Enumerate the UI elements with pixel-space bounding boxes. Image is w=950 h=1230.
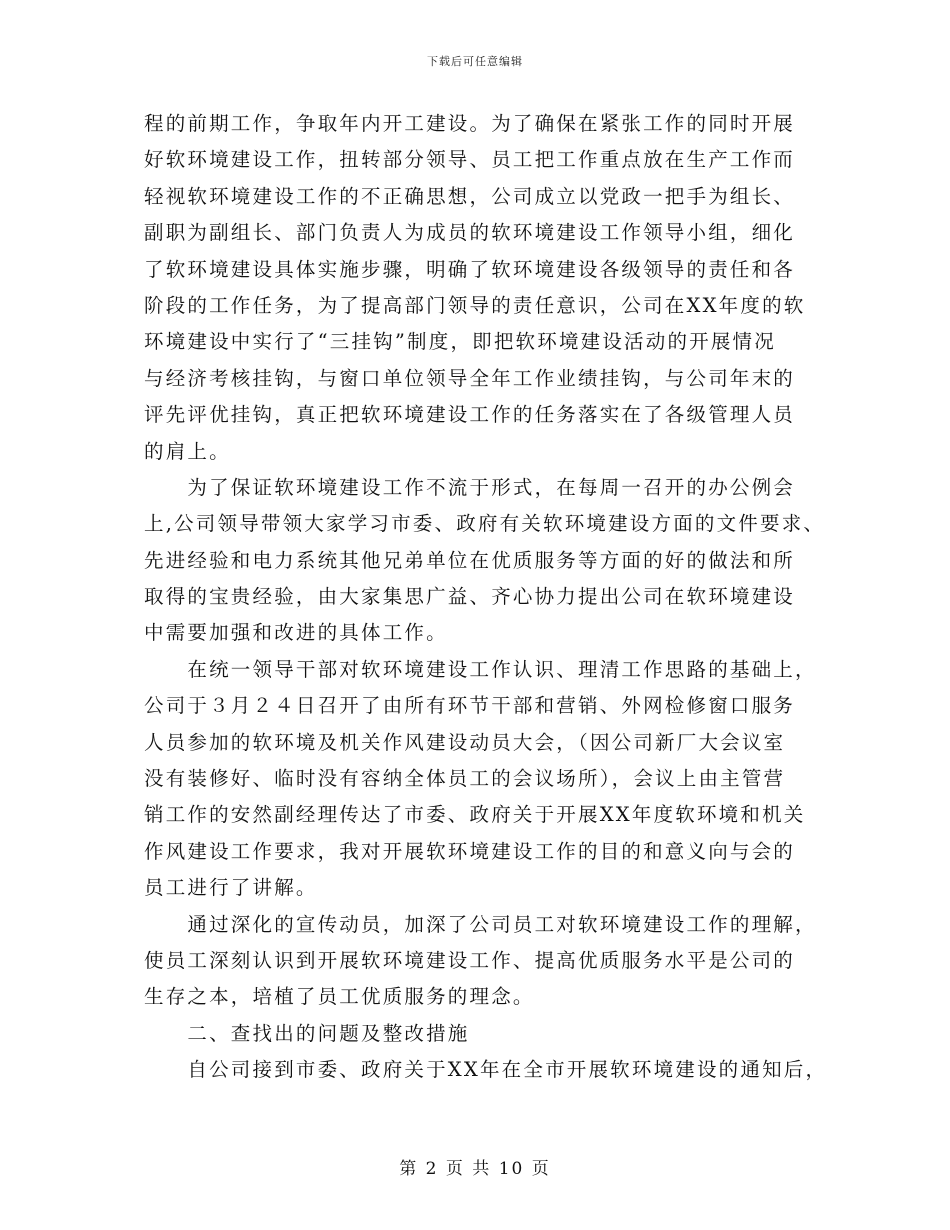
body-line: 作风建设工作要求，我对开展软环境建设工作的目的和意义向与会的 <box>144 839 796 863</box>
body-line: 生存之本，培植了员工优质服务的理念。 <box>144 985 535 1009</box>
body-line: 副职为副组长、部门负责人为成员的软环境建设工作领导小组，细化 <box>144 221 796 245</box>
body-line: 销工作的安然副经理传达了市委、政府关于开展XX年度软环境和机关 <box>144 803 806 827</box>
body-line: 阶段的工作任务，为了提高部门领导的责任意识，公司在XX年度的软 <box>144 293 806 317</box>
document-body <box>144 106 828 1089</box>
body-line: 取得的宝贵经验，由大家集思广益、齐心协力提出公司在软环境建设 <box>144 585 796 609</box>
section-heading: 二、查找出的问题及整改措施 <box>144 1021 470 1045</box>
body-line: 人员参加的软环境及机关作风建设动员大会，（因公司新厂大会议室 <box>144 730 786 754</box>
body-line: 为了保证软环境建设工作不流于形式，在每周一召开的办公例会 <box>144 475 796 499</box>
body-line: 先进经验和电力系统其他兄弟单位在优质服务等方面的好的做法和所 <box>144 548 796 572</box>
body-line: 轻视软环境建设工作的不正确思想，公司成立以党政一把手为组长、 <box>144 184 796 208</box>
body-line: 在统一领导干部对软环境建设工作认识、理清工作思路的基础上， <box>144 657 817 681</box>
body-line: 上,公司领导带领大家学习市委、政府有关软环境建设方面的文件要求、 <box>144 512 826 536</box>
body-line: 使员工深刻认识到开展软环境建设工作、提高优质服务水平是公司的 <box>144 948 796 972</box>
body-line: 与经济考核挂钩，与窗口单位领导全年工作业绩挂钩，与公司年末的 <box>144 366 796 390</box>
body-line: 没有装修好、临时没有容纳全体员工的会议场所），会议上由主管营 <box>144 767 786 791</box>
body-line: 自公司接到市委、政府关于XX年在全市开展软环境建设的通知后， <box>144 1058 828 1082</box>
body-line: 评先评优挂钩，真正把软环境建设工作的任务落实在了各级管理人员 <box>144 403 796 427</box>
body-line: 通过深化的宣传动员，加深了公司员工对软环境建设工作的理解， <box>144 912 817 936</box>
body-line: 员工进行了讲解。 <box>144 876 318 900</box>
body-line: 好软环境建设工作，扭转部分领导、员工把工作重点放在生产工作而 <box>144 148 796 172</box>
body-line: 环境建设中实行了“三挂钩”制度，即把软环境建设活动的开展情况 <box>144 330 776 354</box>
page-header-note: 下载后可任意编辑 <box>427 55 523 68</box>
page-number: 第 2 页 共 10 页 <box>399 1159 551 1179</box>
body-line: 了软环境建设具体实施步骤，明确了软环境建设各级领导的责任和各 <box>144 257 796 281</box>
body-line: 程的前期工作，争取年内开工建设。为了确保在紧张工作的同时开展 <box>144 112 796 135</box>
body-line: 中需要加强和改进的具体工作。 <box>144 621 448 645</box>
body-line: 的肩上。 <box>144 439 231 463</box>
body-line: 公司于３月２４日召开了由所有环节干部和营销、外网检修窗口服务 <box>144 694 796 718</box>
